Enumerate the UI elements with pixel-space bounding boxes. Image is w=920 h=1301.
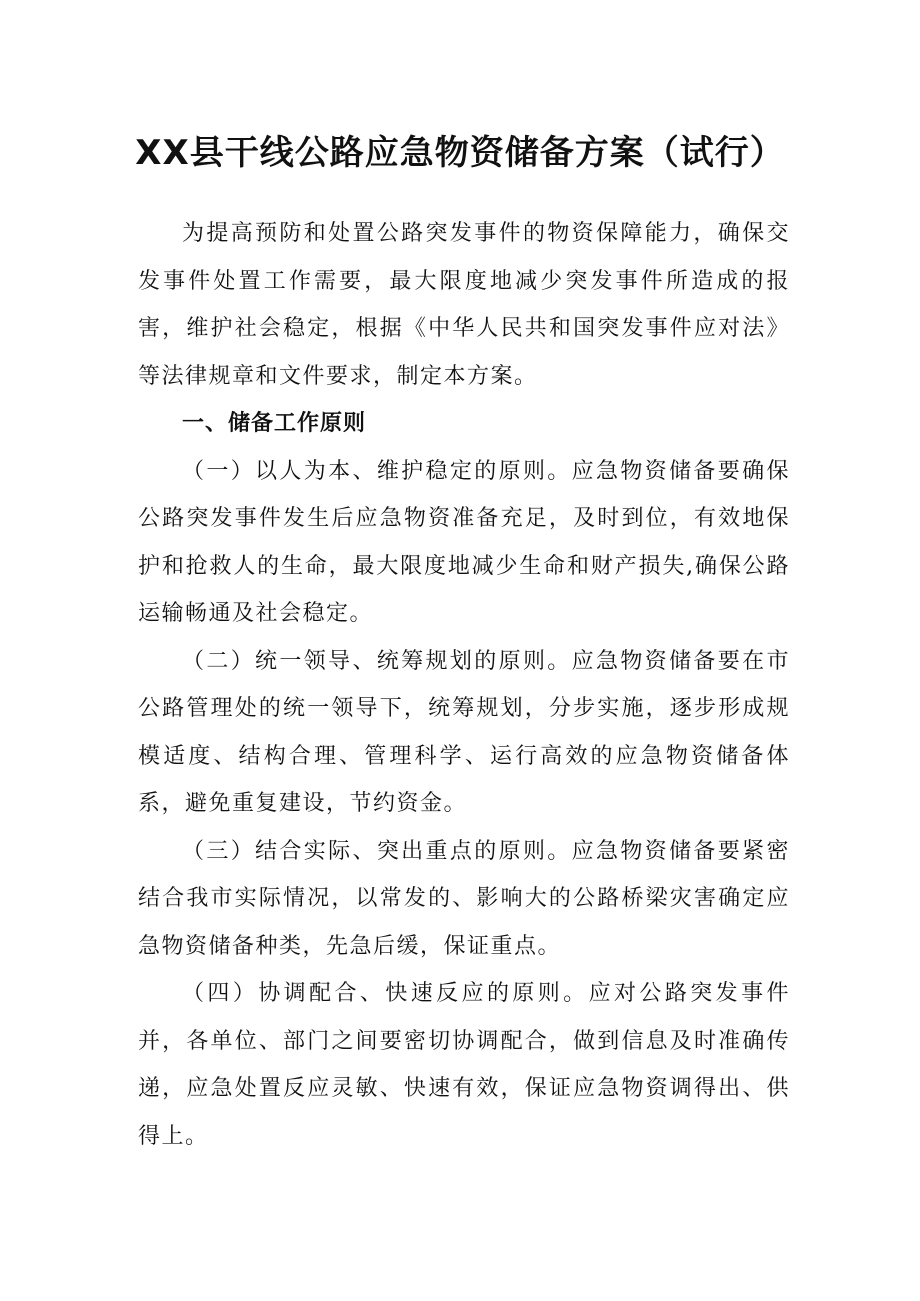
document-title: XX县干线公路应急物资储备方案（试行）: [135, 133, 785, 173]
principle-paragraph-3: （三）结合实际、突出重点的原则。应急物资储备要紧密结合我市实际情况，以常发的、影响大的公路桥梁灾害确定应急物资储备种类，先急后缓，保证重点。: [138, 838, 790, 959]
principle-paragraph-4: （四）协调配合、快速反应的原则。应对公路突发事件并，各单位、部门之间要密切协调配合，做到信息及时准确传递，应急处置反应灵敏、快速有效，保证应急物资调得出、供得上。: [138, 981, 790, 1149]
intro-paragraph: 为提高预防和处置公路突发事件的物资保障能力，确保交发事件处置工作需要，最大限度地减少突发事件所造成的报害，维护社会稳定，根据《中华人民共和国突发事件应对法》等法律规章和文件要求，制定本方案。: [138, 221, 790, 389]
document-body: [138, 210, 790, 1160]
principle-paragraph-2: （二）统一领导、统筹规划的原则。应急物资储备要在市公路管理处的统一领导下，统筹规划，分步实施，逐步形成规模适度、结构合理、管理科学、运行高效的应急物资储备体系，避免重复建设，节约资金。: [138, 648, 790, 816]
section-heading-principles: 一、储备工作原则: [182, 411, 367, 436]
principle-paragraph-1: （一）以人为本、维护稳定的原则。应急物资储备要确保公路突发事件发生后应急物资准备充足，及时到位，有效地保护和抢救人的生命，最大限度地减少生命和财产损失,确保公路运输畅通及社会稳定。: [138, 458, 790, 626]
